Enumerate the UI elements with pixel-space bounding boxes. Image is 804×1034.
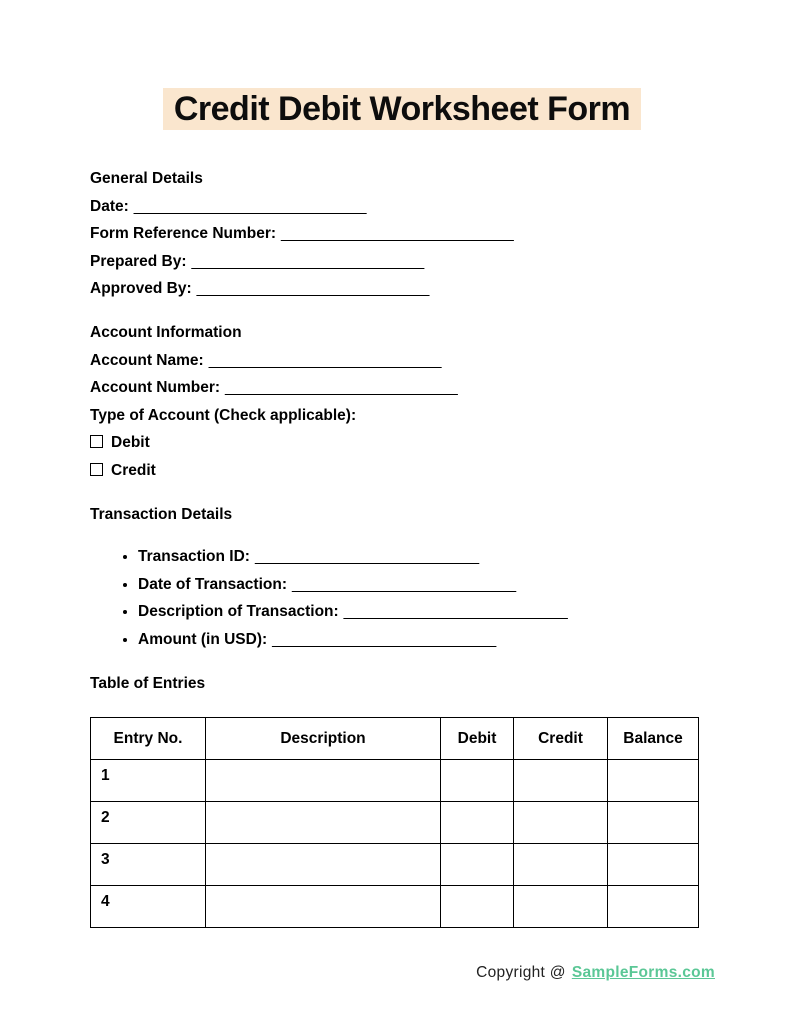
debit-cell[interactable]: [441, 760, 514, 802]
column-header-credit: Credit: [514, 718, 608, 760]
debit-checkbox[interactable]: [90, 435, 103, 448]
bullet-amount-usd: [138, 626, 698, 654]
bullet-transaction-id: [138, 543, 698, 571]
credit-cell[interactable]: [514, 760, 608, 802]
fill-in-line[interactable]: ___________________________: [225, 379, 458, 396]
fill-in-line[interactable]: ___________________________: [133, 197, 367, 215]
debit-cell[interactable]: [441, 844, 514, 886]
field-account-number: [90, 374, 698, 402]
fill-in-line[interactable]: ___________________________: [196, 280, 430, 297]
field-date: [90, 193, 698, 221]
balance-cell[interactable]: [608, 886, 699, 928]
field-label: Date:: [90, 197, 129, 215]
field-label: Transaction ID:: [138, 548, 250, 565]
table-row: [91, 844, 699, 886]
field-approved-by: [90, 275, 698, 303]
form-body: [90, 165, 698, 928]
fill-in-line[interactable]: __________________________: [254, 548, 480, 565]
checkbox-label: Credit: [111, 461, 156, 479]
fill-in-line[interactable]: ___________________________: [191, 252, 425, 270]
entry-number-cell: 4: [91, 886, 206, 928]
sampleforms-link[interactable]: SampleForms.com: [571, 964, 715, 981]
credit-cell[interactable]: [514, 802, 608, 844]
fill-in-line[interactable]: __________________________: [272, 630, 497, 648]
field-label: Account Number:: [90, 379, 221, 396]
copyright-text: Copyright @: [476, 964, 566, 981]
field-label: Amount (in USD):: [138, 630, 268, 648]
field-label: Approved By:: [90, 280, 192, 297]
description-cell[interactable]: [206, 844, 441, 886]
column-header-balance: Balance: [608, 718, 699, 760]
section-heading-account: Account Information: [90, 324, 242, 341]
checkbox-row-credit: [90, 457, 698, 485]
table-row: [91, 802, 699, 844]
bullet-description-of-transaction: [138, 598, 698, 626]
balance-cell[interactable]: [608, 802, 699, 844]
table-row: [91, 760, 699, 802]
description-cell[interactable]: [206, 886, 441, 928]
title-bar: [0, 0, 804, 130]
field-account-name: [90, 347, 698, 375]
column-header-description: Description: [206, 718, 441, 760]
field-label: Account Name:: [90, 351, 204, 369]
field-label: Date of Transaction:: [138, 575, 287, 593]
fill-in-line[interactable]: ___________________________: [281, 225, 514, 242]
type-of-account-label: Type of Account (Check applicable):: [90, 406, 357, 424]
field-label: Form Reference Number:: [90, 225, 277, 242]
fill-in-line[interactable]: ___________________________: [208, 351, 442, 369]
field-form-reference-number: [90, 220, 698, 248]
credit-checkbox[interactable]: [90, 463, 103, 476]
bullet-date-of-transaction: [138, 571, 698, 599]
table-header-row: [91, 718, 699, 760]
fill-in-line[interactable]: __________________________: [292, 575, 517, 593]
page-title: Credit Debit Worksheet Form: [163, 88, 641, 130]
section-heading-table-of-entries: Table of Entries: [90, 674, 206, 692]
field-label: Prepared By:: [90, 252, 187, 270]
balance-cell[interactable]: [608, 844, 699, 886]
credit-cell[interactable]: [514, 844, 608, 886]
balance-cell[interactable]: [608, 760, 699, 802]
checkbox-row-debit: [90, 429, 698, 457]
debit-cell[interactable]: [441, 802, 514, 844]
section-heading-general: General Details: [90, 170, 203, 187]
entry-number-cell: 2: [91, 802, 206, 844]
footer: [0, 964, 804, 982]
credit-cell[interactable]: [514, 886, 608, 928]
description-cell[interactable]: [206, 802, 441, 844]
field-label: Description of Transaction:: [138, 603, 339, 620]
checkbox-label: Debit: [111, 434, 150, 451]
entry-number-cell: 1: [91, 760, 206, 802]
debit-cell[interactable]: [441, 886, 514, 928]
column-header-debit: Debit: [441, 718, 514, 760]
description-cell[interactable]: [206, 760, 441, 802]
entry-number-cell: 3: [91, 844, 206, 886]
table-row: [91, 886, 699, 928]
entries-table: [90, 717, 699, 928]
fill-in-line[interactable]: __________________________: [343, 603, 568, 620]
transaction-bullet-list: [90, 543, 698, 653]
column-header-entry-no: Entry No.: [91, 718, 206, 760]
section-heading-transaction: Transaction Details: [90, 505, 233, 523]
field-prepared-by: [90, 248, 698, 276]
